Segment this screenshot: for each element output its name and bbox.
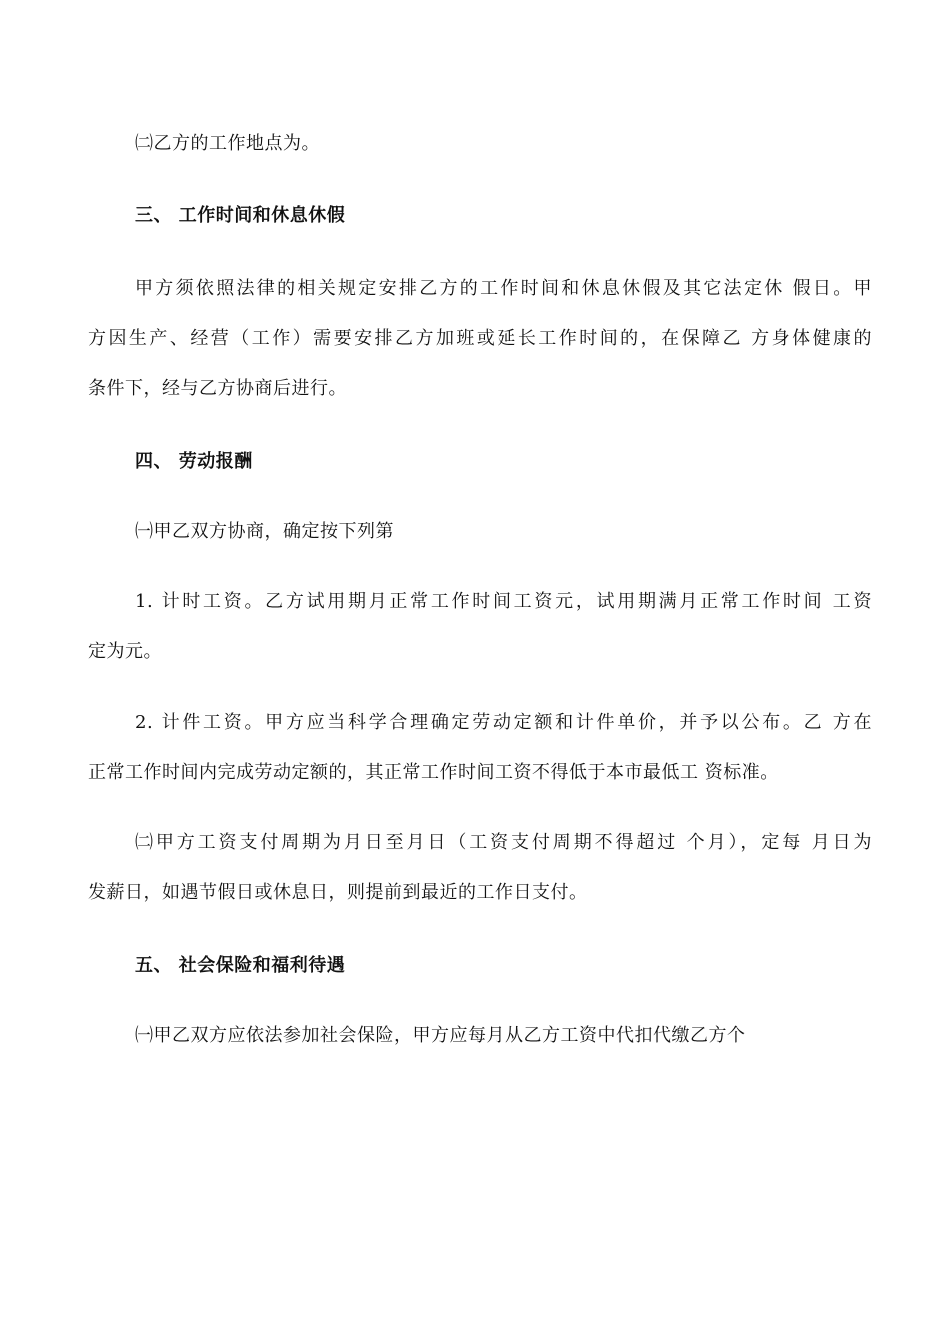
paragraph-piece-wage-line-2: 正常工作时间内完成劳动定额的，其正常工作时间工资不得低于本市最低工 资标准。: [88, 762, 779, 783]
paragraph-work-location: ㈡乙方的工作地点为。: [135, 133, 320, 154]
paragraph-time-wage-line-1: 1. 计时工资。乙方试用期月正常工作时间工资元，试用期满月正常工作时间 工资: [135, 591, 872, 612]
paragraph-time-wage-line-2: 定为元。: [88, 641, 162, 662]
paragraph-remuneration-intro: ㈠甲乙双方协商，确定按下列第: [135, 521, 394, 542]
paragraph-social-insurance: ㈠甲乙双方应依法参加社会保险，甲方应每月从乙方工资中代扣代缴乙方个: [135, 1025, 746, 1046]
paragraph-work-hours-line-2: 方因生产、经营（工作）需要安排乙方加班或延长工作时间的，在保障乙 方身体健康的: [88, 328, 872, 349]
section-heading-remuneration: 四、 劳动报酬: [135, 451, 253, 472]
paragraph-pay-period-line-2: 发薪日，如遇节假日或休息日，则提前到最近的工作日支付。: [88, 882, 588, 903]
paragraph-pay-period-line-1: ㈡甲方工资支付周期为月日至月日（工资支付周期不得超过 个月），定每 月日为: [135, 832, 872, 853]
section-heading-social-insurance: 五、 社会保险和福利待遇: [135, 955, 346, 976]
paragraph-work-hours-line-1: 甲方须依照法律的相关规定安排乙方的工作时间和休息休假及其它法定休 假日。甲: [135, 278, 872, 299]
paragraph-piece-wage-line-1: 2. 计件工资。甲方应当科学合理确定劳动定额和计件单价，并予以公布。乙 方在: [135, 712, 872, 733]
paragraph-work-hours-line-3: 条件下，经与乙方协商后进行。: [88, 378, 347, 399]
section-heading-work-hours: 三、 工作时间和休息休假: [135, 205, 346, 226]
